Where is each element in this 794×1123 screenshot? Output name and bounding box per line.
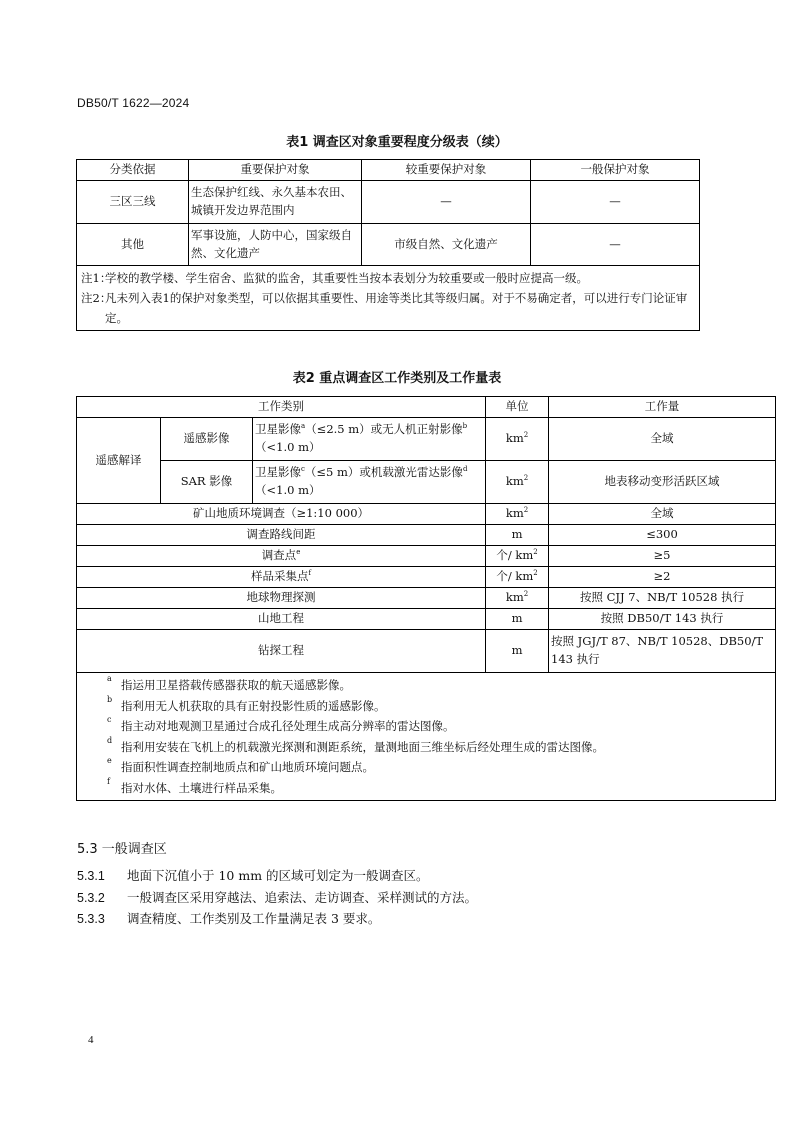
- t1-cell-general: —: [531, 181, 700, 224]
- table-row: [77, 504, 776, 525]
- table2-footnotes: [77, 673, 776, 801]
- t2-row-name: 调查点$^e$: [77, 546, 486, 567]
- t2-row-name: 山地工程: [77, 609, 486, 630]
- note-text: 凡未列入表1的保护对象类型，可以依据其重要性、用途等类比其等级归属。对于不易确定者，可以进行专门论证审定。: [105, 291, 688, 326]
- table1: [76, 159, 700, 331]
- footnote-text: 指面积性调查控制地质点和矿山地质环境问题点。: [121, 760, 374, 775]
- t2-unit-cell: $km^2$: [486, 418, 549, 461]
- footnote-item: [81, 778, 771, 799]
- table-row: [77, 418, 776, 461]
- t1-header-basis: 分类依据: [77, 160, 189, 181]
- t2-remote-sub-desc: 卫星影像$^a$（≤2.5 m）或无人机正射影像$^b$（<1.0 m）: [253, 418, 486, 461]
- t2-unit-cell: 个/ $km^2$: [486, 567, 549, 588]
- t2-header-unit: 单位: [486, 397, 549, 418]
- footnote-mark: c: [107, 715, 112, 725]
- clause-number: 5.3.2: [77, 891, 105, 905]
- t2-row-name: 样品采集点$^f$: [77, 567, 486, 588]
- footnote-item: [81, 737, 771, 758]
- clause-text: 一般调查区采用穿越法、追索法、走访调查、采样测试的方法。: [127, 890, 478, 905]
- footnote-mark: f: [107, 776, 110, 786]
- t1-header-general: 一般保护对象: [531, 160, 700, 181]
- t1-header-relatively: 较重要保护对象: [362, 160, 531, 181]
- clause-text: 调查精度、工作类别及工作量满足表 3 要求。: [127, 911, 381, 926]
- t2-unit-cell: m: [486, 525, 549, 546]
- t2-row-name: 调查路线间距: [77, 525, 486, 546]
- t2-remote-sub-desc: 卫星影像$^c$（≤5 m）或机载激光雷达影像$^d$（<1.0 m）: [253, 461, 486, 504]
- t2-workload-cell: 地表移动变形活跃区域: [549, 461, 776, 504]
- table-row: [77, 525, 776, 546]
- t1-cell-general: —: [531, 224, 700, 266]
- table2: [76, 396, 776, 801]
- table-row: [77, 588, 776, 609]
- t2-unit-cell: m: [486, 630, 549, 673]
- t2-workload-cell: 全域: [549, 504, 776, 525]
- footnote-item: [81, 675, 771, 696]
- page-number: 4: [88, 1034, 94, 1046]
- clause-text: 地面下沉值小于 10 mm 的区域可划定为一般调查区。: [127, 868, 429, 883]
- t2-remote-sub-name: 遥感影像: [161, 418, 253, 461]
- footnote-item: [81, 696, 771, 717]
- t2-workload-cell: 全域: [549, 418, 776, 461]
- t1-cell-basis: 其他: [77, 224, 189, 266]
- t2-row-name: 钻探工程: [77, 630, 486, 673]
- footnote-mark: e: [107, 756, 112, 766]
- t2-header-workload: 工作量: [549, 397, 776, 418]
- t2-unit-cell: 个/ $km^2$: [486, 546, 549, 567]
- clause-item: [77, 888, 477, 906]
- t2-workload-cell: 按照 CJJ 7、NB/T 10528 执行: [549, 588, 776, 609]
- t1-cell-basis: 三区三线: [77, 181, 189, 224]
- table1-caption: 表1 调查区对象重要程度分级表（续）: [286, 135, 508, 150]
- section-heading: 5.3 一般调查区: [77, 842, 167, 857]
- standard-code: DB50/T 1622—2024: [77, 96, 190, 110]
- t2-unit-cell: m: [486, 609, 549, 630]
- footnote-text: 指主动对地观测卫星通过合成孔径处理生成高分辨率的雷达图像。: [121, 719, 455, 734]
- table2-footnotes-row: [77, 673, 776, 801]
- table-row: [77, 461, 776, 504]
- table1-notes-row: [77, 266, 700, 331]
- t2-workload-cell: ≤300: [549, 525, 776, 546]
- t1-cell-relatively: —: [362, 181, 531, 224]
- table-row: [77, 567, 776, 588]
- t2-unit-cell: $km^2$: [486, 588, 549, 609]
- t2-header-category: 工作类别: [77, 397, 486, 418]
- footnote-item: [81, 716, 771, 737]
- footnote-mark: a: [107, 674, 112, 683]
- note-label: 注2：: [81, 291, 112, 306]
- t2-workload-cell: 按照 DB50/T 143 执行: [549, 609, 776, 630]
- t2-workload-cell: ≥5: [549, 546, 776, 567]
- t2-remote-sub-name: SAR 影像: [161, 461, 253, 504]
- t2-remote-group: 遥感解译: [77, 418, 161, 504]
- note-label: 注1：: [81, 271, 112, 285]
- table-row: [77, 609, 776, 630]
- t2-unit-cell: $km^2$: [486, 461, 549, 504]
- t2-row-name: 地球物理探测: [77, 588, 486, 609]
- table1-notes: [77, 266, 700, 331]
- note-item: [81, 268, 695, 288]
- footnote-text: 指利用安装在飞机上的机载激光探测和测距系统，量测地面三维坐标后经处理生成的雷达图像。: [121, 739, 604, 754]
- footnote-item: [81, 757, 771, 778]
- footnote-text: 指对水体、土壤进行样品采集。: [121, 780, 282, 795]
- note-item: [81, 288, 695, 328]
- t1-header-important: 重要保护对象: [189, 160, 362, 181]
- clause-item: [77, 909, 380, 927]
- footnote-text: 指运用卫星搭载传感器获取的航天遥感影像。: [121, 678, 351, 692]
- t1-cell-important: 生态保护红线、永久基本农田、城镇开发边界范围内: [189, 181, 362, 224]
- table2-caption: 表2 重点调查区工作类别及工作量表: [292, 371, 502, 386]
- table-row: [77, 546, 776, 567]
- t2-workload-cell: 按照 JGJ/T 87、NB/T 10528、DB50/T 143 执行: [549, 630, 776, 673]
- table-row: [77, 630, 776, 673]
- t1-cell-important: 军事设施，人防中心，国家级自然、文化遗产: [189, 224, 362, 266]
- footnote-mark: b: [107, 694, 113, 704]
- clause-number: 5.3.1: [77, 869, 105, 883]
- footnote-mark: d: [107, 735, 113, 745]
- t1-cell-relatively: 市级自然、文化遗产: [362, 224, 531, 266]
- table-row: [77, 224, 700, 266]
- clause-number: 5.3.3: [77, 912, 105, 926]
- table-row: [77, 181, 700, 224]
- t2-workload-cell: ≥2: [549, 567, 776, 588]
- t2-unit-cell: $km^2$: [486, 504, 549, 525]
- footnote-text: 指利用无人机获取的具有正射投影性质的遥感影像。: [121, 698, 386, 713]
- t2-row-name: 矿山地质环境调查（≥1:10 000）: [77, 504, 486, 525]
- clause-item: [77, 866, 429, 884]
- note-text: 学校的教学楼、学生宿舍、监狱的监舍，其重要性当按本表划分为较重要或一般时应提高一级。: [105, 271, 588, 285]
